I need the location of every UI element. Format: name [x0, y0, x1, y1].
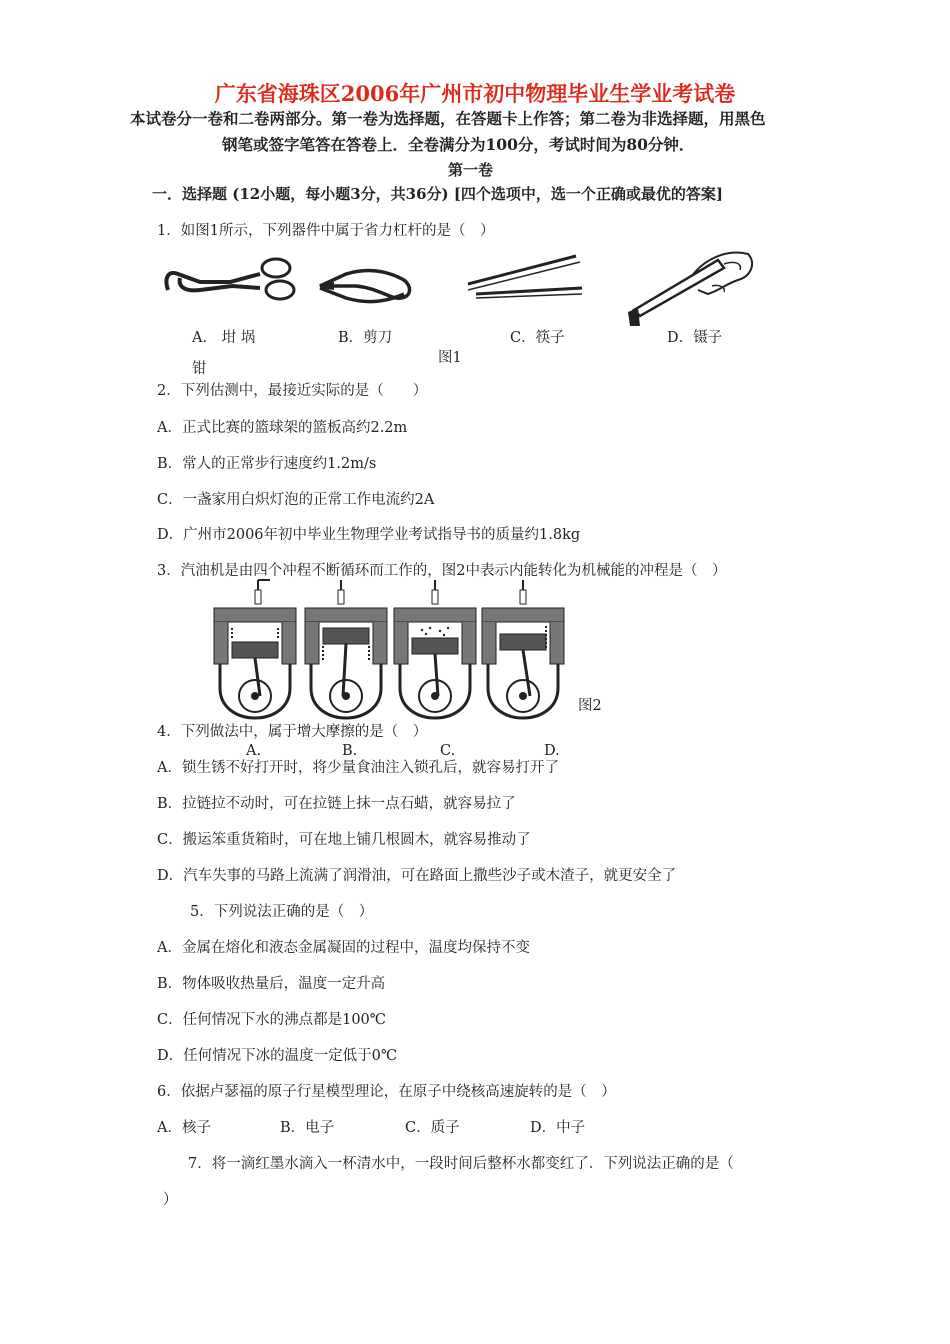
q6-option-b: B．电子: [280, 1120, 335, 1136]
engine-stroke-a-figure: [210, 578, 300, 730]
q1-option-d-label: D．镊子: [667, 330, 723, 346]
q2-option-d: D．广州市2006年初中毕业生物理学业考试指导书的质量约1.8kg: [157, 527, 581, 543]
q1-option-a-label-wrap: 钳: [192, 361, 207, 377]
q2-stem: 2．下列估测中，最接近实际的是（ ）: [157, 383, 428, 399]
tweezers-hand-figure: [628, 240, 760, 328]
crucible-tongs-figure: [160, 252, 300, 304]
q4-option-a: A．锁生锈不好打开时，将少量食油注入锁孔后，就容易打开了: [157, 760, 559, 776]
q2-option-b: B．常人的正常步行速度约1.2m/s: [157, 456, 377, 472]
q5-stem: 5．下列说法正确的是（ ）: [190, 904, 374, 920]
q5-option-a: A．金属在熔化和液态金属凝固的过程中，温度均保持不变: [157, 940, 530, 956]
engine-label-a: A.: [246, 743, 262, 759]
q6-option-a: A．核子: [157, 1120, 211, 1136]
intro-line-1: 本试卷分一卷和二卷两部分。第一卷为选择题，在答题卡上作答；第二卷为非选择题，用黑色: [130, 109, 766, 128]
engine-label-b: B.: [342, 743, 358, 759]
q1-option-c-label: C．筷子: [510, 330, 565, 346]
q1-option-b-label: B．剪刀: [338, 330, 393, 346]
engine-stroke-d-figure: [478, 578, 568, 730]
q5-option-d: D．任何情况下冰的温度一定低于0℃: [157, 1048, 398, 1064]
engine-stroke-c-figure: [390, 578, 480, 730]
scissors-figure: [316, 266, 416, 306]
q2-option-a: A．正式比赛的篮球架的篮板高约2.2m: [157, 420, 408, 436]
figure-1-caption: 图1: [438, 350, 462, 366]
q4-stem: 4．下列做法中，属于增大摩擦的是（ ）: [157, 724, 428, 740]
q3-stem: 3．汽油机是由四个冲程不断循环而工作的，图2中表示内能转化为机械能的冲程是（ ）: [157, 563, 727, 579]
q6-option-d: D．中子: [530, 1120, 586, 1136]
q4-option-c: C．搬运笨重货箱时，可在地上铺几根圆木，就容易推动了: [157, 832, 531, 848]
q5-option-b: B．物体吸收热量后，温度一定升高: [157, 976, 386, 992]
exam-title: 广东省海珠区2006年广州市初中物理毕业生学业考试卷: [214, 81, 736, 106]
q1-option-a-label: A． 坩 埚: [192, 330, 256, 346]
q4-option-b: B．拉链拉不动时，可在拉链上抹一点石蜡，就容易拉了: [157, 796, 516, 812]
chopsticks-figure: [466, 254, 584, 298]
q4-option-d: D．汽车失事的马路上流满了润滑油，可在路面上撒些沙子或木渣子，就更安全了: [157, 868, 677, 884]
part-heading: 第一卷: [448, 161, 494, 179]
figure-2-caption: 图2: [578, 698, 602, 714]
q6-option-c: C．质子: [405, 1120, 460, 1136]
engine-label-d: D.: [544, 743, 560, 759]
q2-option-c: C．一盏家用白炽灯泡的正常工作电流约2A: [157, 492, 435, 508]
engine-label-c: C.: [440, 743, 456, 759]
intro-line-2: 钢笔或签字笔答在答卷上．全卷满分为100分，考试时间为80分钟．: [222, 135, 695, 154]
section-heading: 一．选择题 (12小题，每小题3分，共36分) [四个选项中，选一个正确或最优的答案]: [152, 185, 724, 203]
q1-stem: 1．如图1所示，下列器件中属于省力杠杆的是（ ）: [157, 223, 495, 239]
q7-stem-end: ）: [163, 1192, 178, 1208]
engine-stroke-b-figure: [301, 578, 391, 730]
q7-stem: 7．将一滴红墨水滴入一杯清水中，一段时间后整杯水都变红了．下列说法正确的是（: [188, 1156, 734, 1172]
q6-stem: 6．依据卢瑟福的原子行星模型理论，在原子中绕核高速旋转的是（ ）: [157, 1084, 616, 1100]
q5-option-c: C．任何情况下水的沸点都是100℃: [157, 1012, 386, 1028]
